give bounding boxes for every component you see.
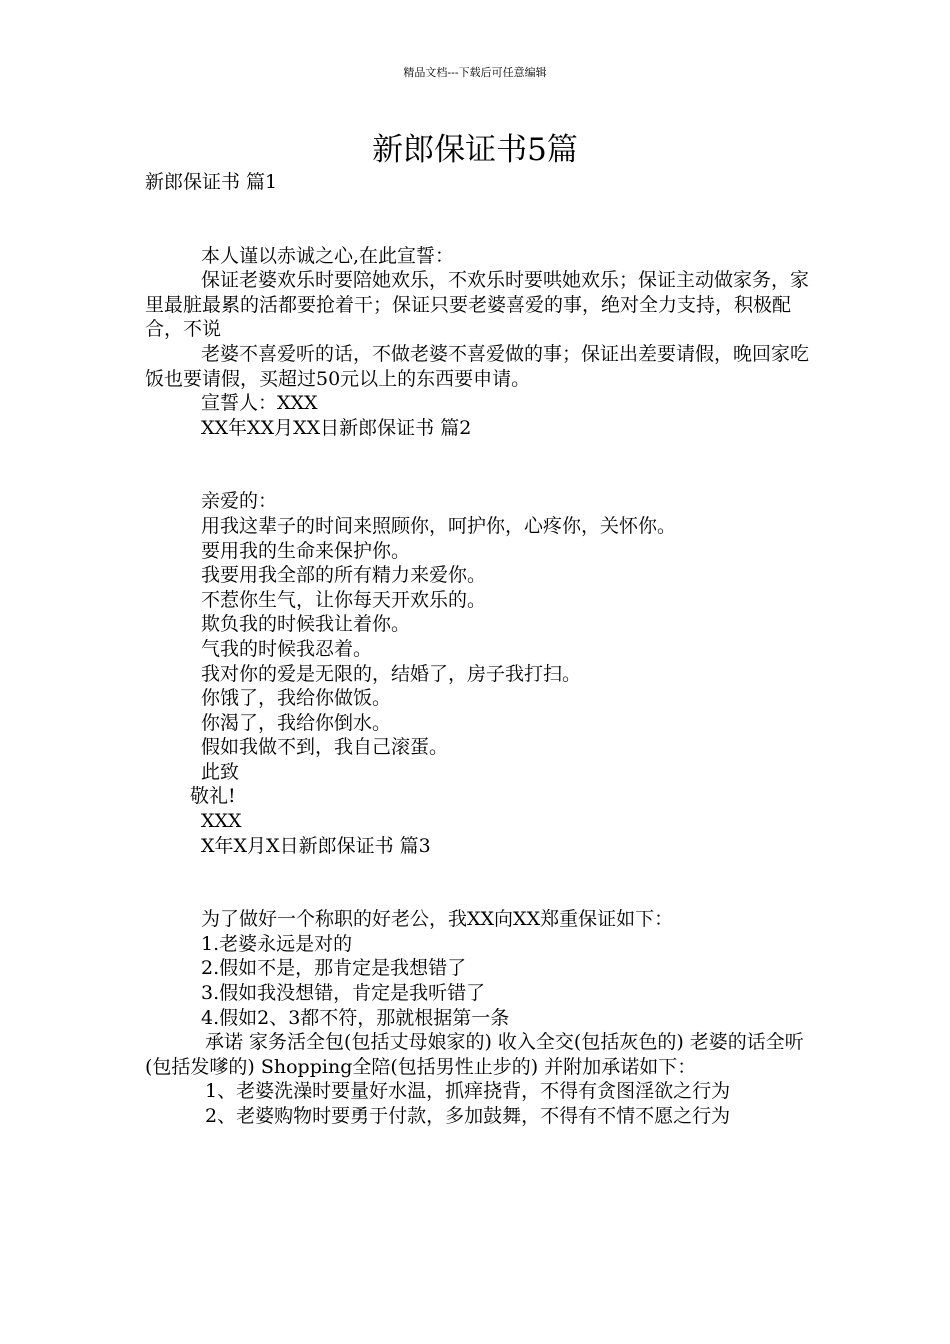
paragraph: 用我这辈子的时间来照顾你，呵护你，心疼你，关怀你。 <box>201 514 677 537</box>
paragraph: 欺负我的时候我让着你。 <box>201 613 411 636</box>
closing-phrase: 此致 <box>201 760 240 783</box>
document-body <box>145 170 825 1129</box>
section-heading-3: X年X月X日新郎保证书 篇3 <box>201 834 431 857</box>
spacer <box>145 440 825 489</box>
paragraph: 要用我的生命来保护你。 <box>201 539 411 562</box>
paragraph: 我要用我全部的所有精力来爱你。 <box>201 564 487 587</box>
paragraph: 我对你的爱是无限的，结婚了，房子我打扫。 <box>201 662 582 685</box>
section-heading-2: XX年XX月XX日新郎保证书 篇2 <box>201 416 472 439</box>
paragraph: 你渴了，我给你倒水。 <box>201 711 392 734</box>
list-item: 2、老婆购物时要勇于付款，多加鼓舞，不得有不情不愿之行为 <box>205 1105 731 1127</box>
list-item: 1、老婆洗澡时要量好水温，抓痒挠背，不得有贪图淫欲之行为 <box>205 1080 731 1103</box>
paragraph: 不惹你生气，让你每天开欢乐的。 <box>201 588 487 611</box>
salutation: 敬礼! <box>190 785 236 808</box>
paragraph: 你饿了，我给你做饭。 <box>201 687 392 710</box>
list-item: 2.假如不是，那肯定是我想错了 <box>201 957 467 980</box>
paragraph: 为了做好一个称职的好老公，我XX向XX郑重保证如下： <box>201 908 674 931</box>
paragraph: 气我的时候我忍着。 <box>201 637 373 660</box>
list-item: 4.假如2、3都不符，那就根据第一条 <box>201 1006 510 1029</box>
paragraph: 假如我做不到，我自己滚蛋。 <box>201 736 449 759</box>
paragraph: 本人谨以赤诚之心,在此宣誓： <box>201 244 455 267</box>
signature: XXX <box>201 810 242 833</box>
paragraph: 保证老婆欢乐时要陪她欢乐，不欢乐时要哄她欢乐；保证主动做家务，家里最脏最累的活都要抢着干；保证只要老婆喜爱的事，绝对全力支持，积极配合，不说 <box>145 269 810 341</box>
spacer <box>145 858 825 907</box>
paragraph: 老婆不喜爱听的话，不做老婆不喜爱做的事；保证出差要请假，晚回家吃饭也要请假，买超过50元以上的东西要申请。 <box>145 342 810 390</box>
paragraph: 宣誓人：XXX <box>201 392 318 415</box>
header-note: 精品文档---下载后可任意编辑 <box>403 66 547 79</box>
paragraph: 亲爱的： <box>201 490 278 513</box>
paragraph: 承诺 家务活全包(包括丈母娘家的) 收入全交(包括灰色的) 老婆的话全听(包括发嗲的) Shopping全陪(包括男性止步的) 并附加承诺如下： <box>145 1031 804 1078</box>
page-title: 新郎保证书5篇 <box>372 132 578 168</box>
spacer <box>145 195 825 244</box>
section-heading-1: 新郎保证书 篇1 <box>145 171 278 193</box>
list-item: 1.老婆永远是对的 <box>201 932 353 955</box>
list-item: 3.假如我没想错，肯定是我听错了 <box>201 982 486 1005</box>
